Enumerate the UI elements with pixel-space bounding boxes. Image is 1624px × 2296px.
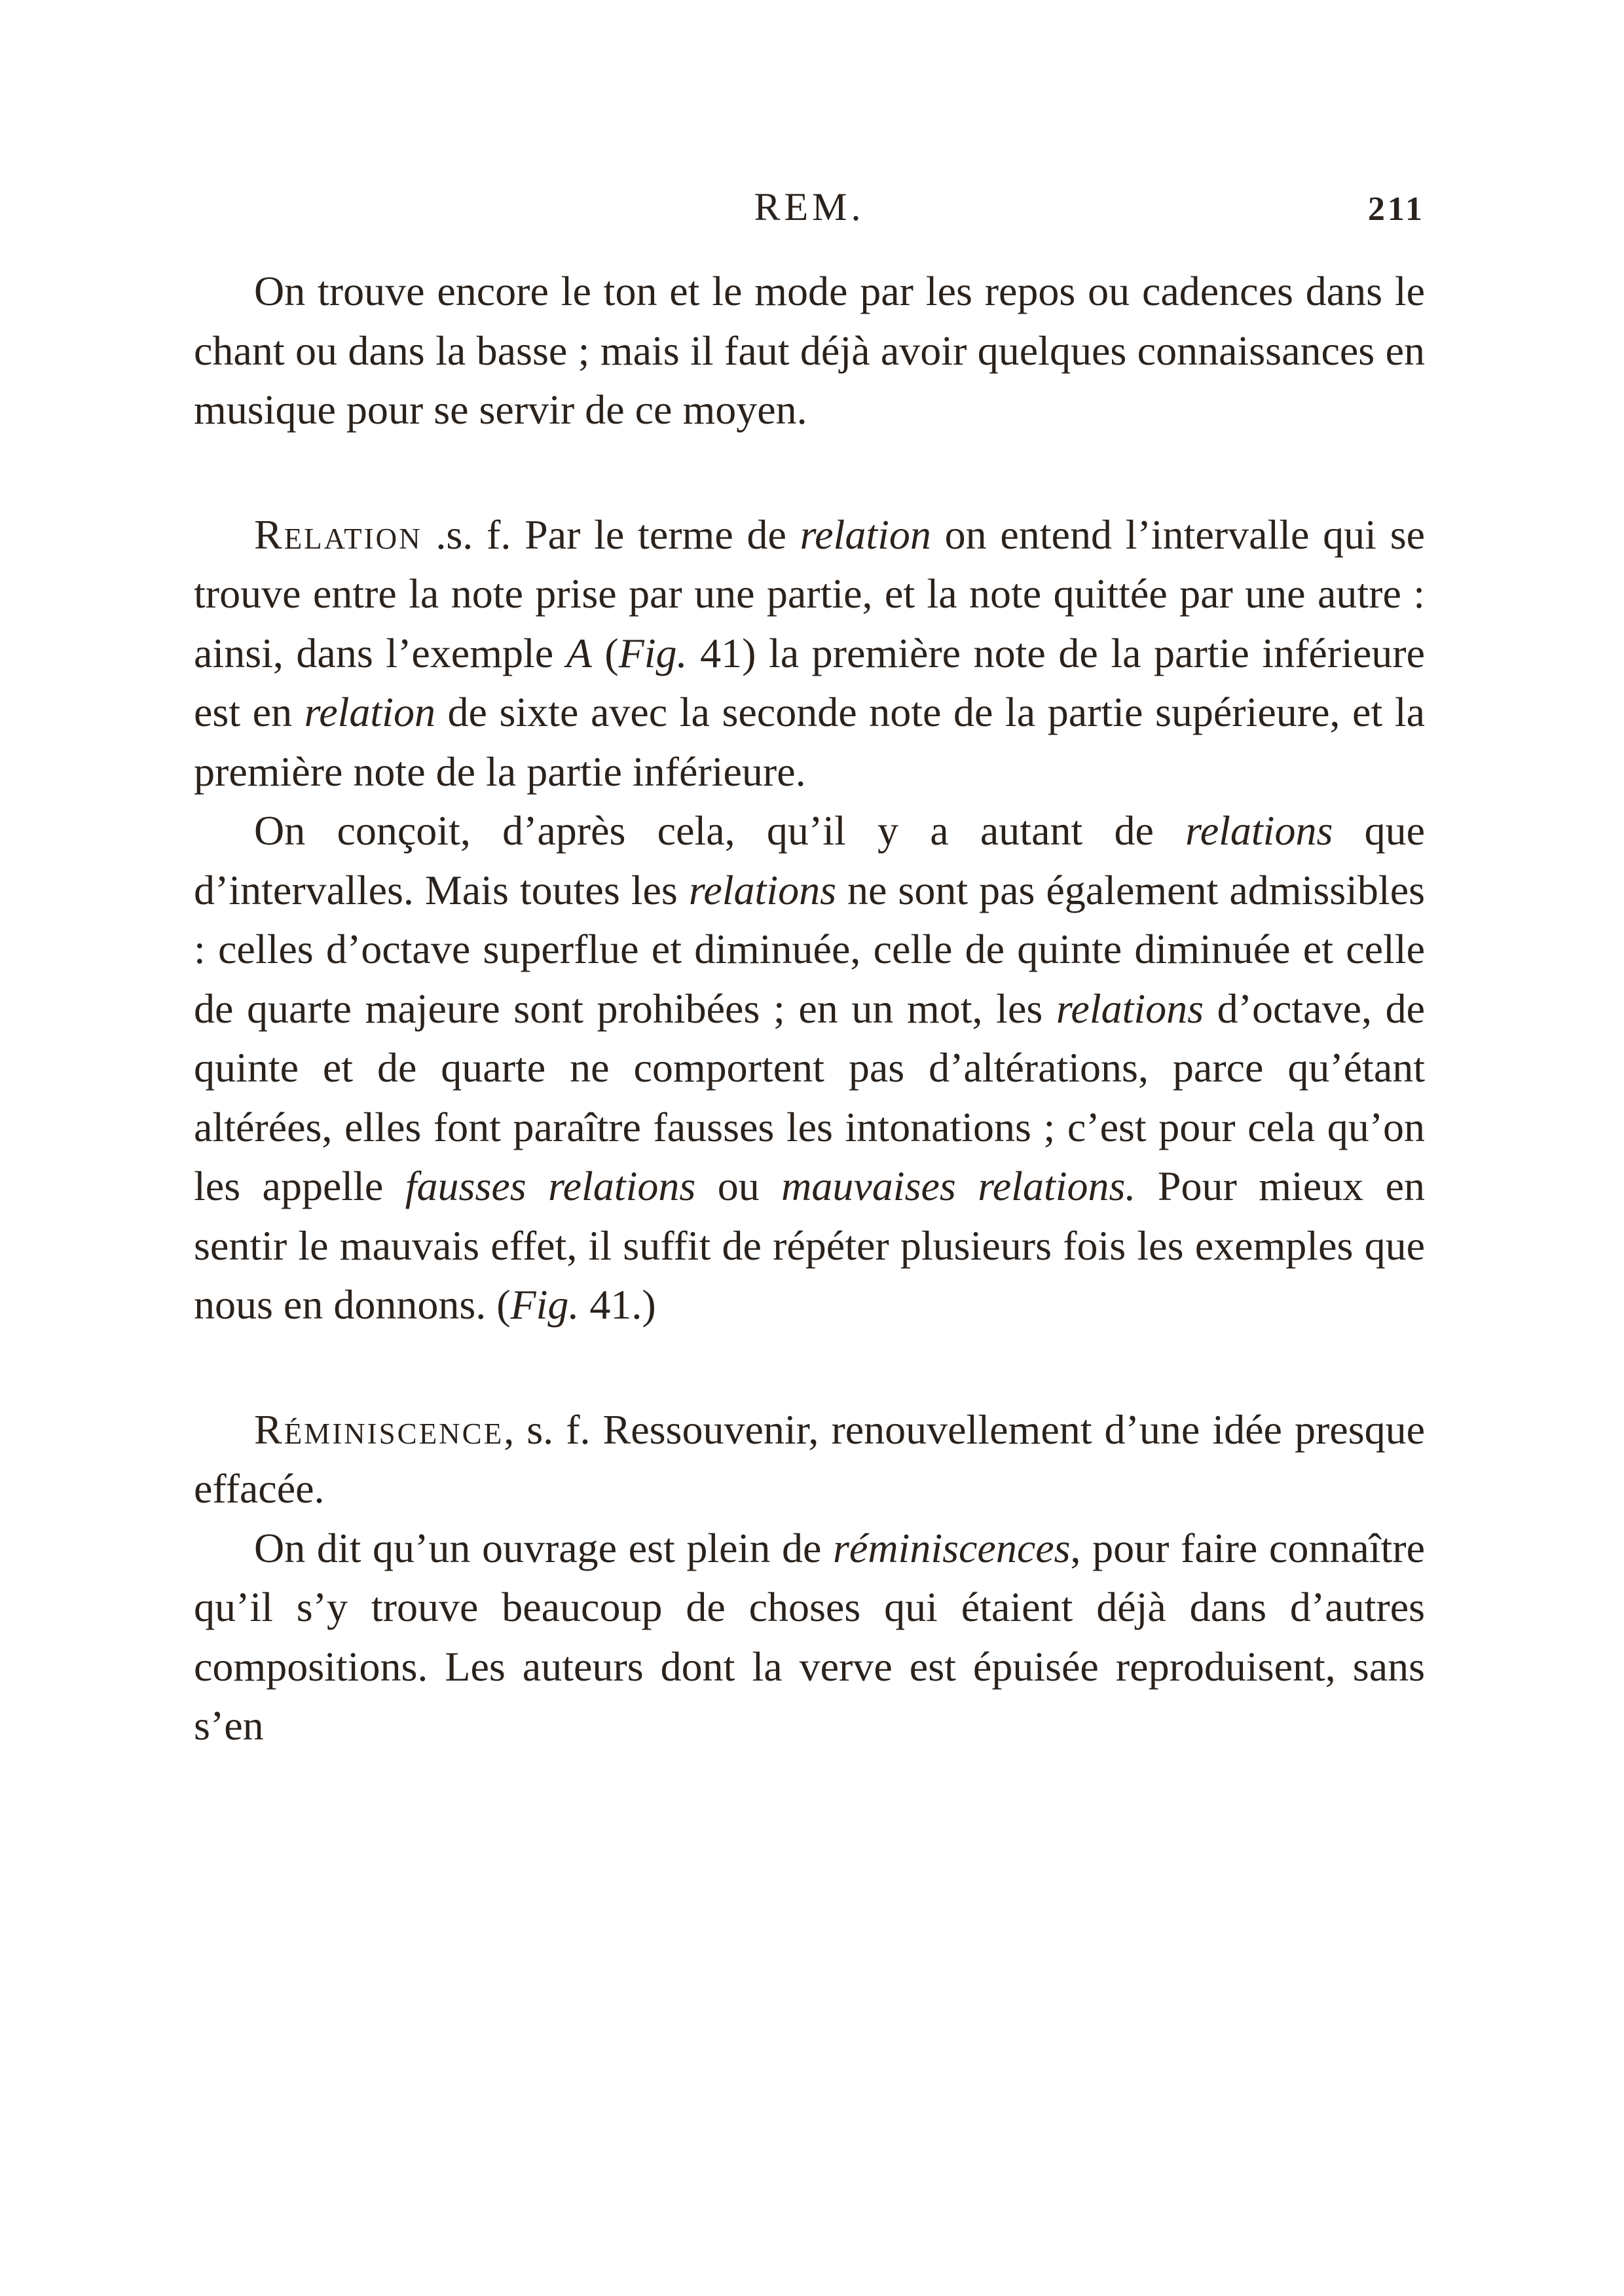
body-text [194,262,1425,1756]
headword-relation: Relation [254,511,422,558]
entry-relation: Relation .s. f. Par le terme de relation on entend l’intervalle qui se trouve entre la note prise par une partie, et la note quittée par une autre : ainsi, dans l’exemple A (Fig. 41) la première note de la partie inférieure est en relation de sixte avec la seconde note de la partie supérieure, et la première note de la partie inférieure. [194,511,1426,795]
figure-reference: Fig. [510,1281,580,1328]
italic-term: A [566,629,592,676]
page-number: 211 [1367,191,1425,228]
italic-term: relations [688,866,837,913]
italic-term: mauvaises relations. [781,1163,1136,1209]
paragraph-ton-mode [194,262,1425,440]
figure-reference: Fig. [618,629,688,676]
italic-term: relation [800,511,931,558]
italic-term: fausses relations [405,1163,696,1209]
paragraph-relations-detail: On conçoit, d’après cela, qu’il y a autant de relations que d’intervalles. Mais toutes les relations ne sont pas également admissibles : celles d’octave superflue et diminuée, celle de quinte diminuée et celle de quarte majeure sont prohibées ; en un mot, les relations d’octave, de quinte et de quarte ne comportent pas d’altérations, parce qu’étant altérées, elles font paraître fausses les intonations ; c’est pour cela qu’on les appelle fausses relations ou mauvaises relations. Pour mieux en sentir le mauvais effet, il suffit de répéter plusieurs fois les exemples que nous en donnons. (Fig. 41.) [194,807,1426,1328]
italic-term: réminiscences [833,1524,1071,1571]
paragraph-reminiscence-detail: On dit qu’un ouvrage est plein de réminiscences, pour faire connaître qu’il s’y trouve beaucoup de choses qui étaient déjà dans d’autres compositions. Les auteurs dont la verve est épuisée reproduisent, sans s’en [194,1524,1426,1749]
running-head [194,185,1425,237]
entry-reminiscence: Réminiscence, s. f. Ressouvenir, renouvellement d’une idée presque effacée. [194,1406,1425,1512]
italic-term: relations [1185,807,1333,854]
italic-term: relation [304,689,435,735]
italic-term: relations [1056,985,1204,1032]
running-head-title: REM. [754,185,865,228]
headword-reminiscence: Réminiscence [254,1406,504,1453]
paragraph-text: On trouve encore le ton et le mode par les repos ou cadences dans le chant ou dans la basse ; mais il faut déjà avoir quelques connaissances en musique pour se servir de ce moyen. [194,268,1425,433]
